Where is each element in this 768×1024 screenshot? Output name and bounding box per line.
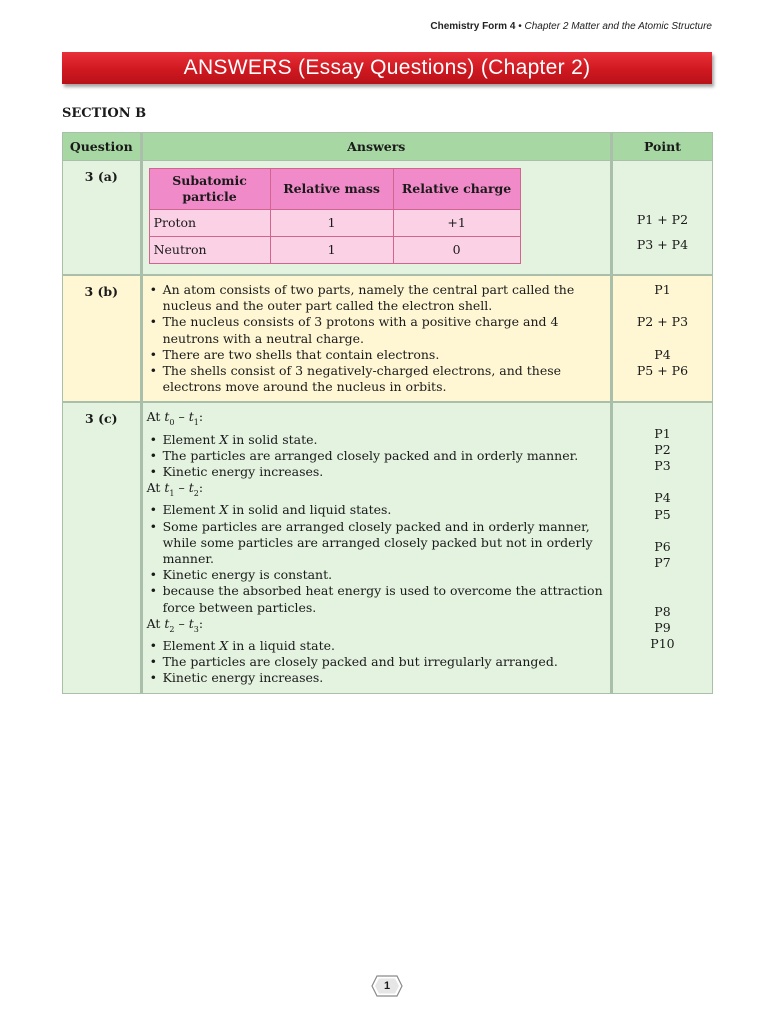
question-number: 3 (a) xyxy=(63,161,142,276)
table-row xyxy=(63,275,713,402)
answer-list xyxy=(147,502,604,615)
inner-cell: Proton xyxy=(149,210,270,237)
table-row xyxy=(63,161,713,276)
header-separator: • xyxy=(518,21,522,32)
point-value: P3 xyxy=(654,458,671,474)
answer-list xyxy=(147,638,604,687)
page-title-banner: ANSWERS (Essay Questions) (Chapter 2) xyxy=(62,52,712,84)
list-item: • Kinetic energy increases. xyxy=(147,670,604,686)
inner-row xyxy=(149,237,520,264)
time-interval-label: At $t_0 - t_1$: xyxy=(146,409,204,428)
inner-header-row xyxy=(149,169,520,210)
answer-cell xyxy=(141,161,611,276)
list-item: • The shells consist of 3 negatively-charged electrons, and these electrons move around the nucleus in orbits. xyxy=(147,363,604,395)
list-item: • The particles are arranged closely packed and in orderly manner. xyxy=(147,448,604,464)
point-value: P1 xyxy=(654,425,671,441)
point-value: P8 xyxy=(654,603,671,619)
page-number-badge xyxy=(371,975,403,997)
list-item: • Element X in solid and liquid states. xyxy=(147,502,604,518)
point-value: P2 xyxy=(654,441,671,457)
list-item: • There are two shells that contain electrons. xyxy=(147,347,604,363)
point-value: P6 xyxy=(654,539,671,554)
point-value: P1 xyxy=(654,282,671,297)
point-value: P5 xyxy=(654,506,671,522)
point-value: P5 + P6 xyxy=(636,362,689,378)
table-header-row xyxy=(63,133,713,161)
time-interval-label: At $t_2 - t_3$: xyxy=(146,615,204,634)
header-question: Question xyxy=(63,133,142,161)
page-number: 1 xyxy=(383,980,391,992)
list-item: • Element X in a liquid state. xyxy=(147,638,604,654)
answer-list xyxy=(147,282,604,395)
chapter-title: Chapter 2 Matter and the Atomic Structure xyxy=(524,21,712,32)
point-value: P1 + P2 xyxy=(636,212,689,227)
answers-table xyxy=(62,132,713,694)
header-answers: Answers xyxy=(141,133,611,161)
question-number: 3 (c) xyxy=(63,402,142,693)
list-item: • Some particles are arranged closely packed and in orderly manner, while some particles are arranged closely packed but not in orderly manner. xyxy=(147,519,604,568)
inner-cell: 1 xyxy=(270,237,393,264)
list-item: • because the absorbed heat energy is used to overcome the attraction force between particles. xyxy=(147,583,604,615)
list-item: • The particles are closely packed and but irregularly arranged. xyxy=(147,654,604,670)
point-value: P7 xyxy=(654,555,671,571)
list-item: • Kinetic energy increases. xyxy=(147,464,604,480)
point-value: P4 xyxy=(654,490,671,506)
point-value: P4 xyxy=(654,346,671,362)
inner-header: Relative mass xyxy=(270,169,393,210)
answer-list xyxy=(147,432,604,481)
inner-cell: 1 xyxy=(270,210,393,237)
question-number: 3 (b) xyxy=(63,275,142,402)
point-cell xyxy=(611,161,712,276)
list-item: • An atom consists of two parts, namely the central part called the nucleus and the outer part called the electron shell. xyxy=(147,282,604,314)
inner-cell: Neutron xyxy=(149,237,270,264)
time-interval-label: At $t_1 - t_2$: xyxy=(146,480,204,499)
list-item: • The nucleus consists of 3 protons with a positive charge and 4 neutrons with a neutral charge. xyxy=(147,314,604,346)
point-cell xyxy=(611,275,712,402)
point-value: P10 xyxy=(650,636,675,652)
inner-header: Relative charge xyxy=(393,169,520,210)
subatomic-table xyxy=(149,168,521,264)
inner-cell: +1 xyxy=(393,210,520,237)
answer-cell xyxy=(141,402,611,693)
list-item: • Element X in solid state. xyxy=(147,432,604,448)
running-header xyxy=(430,21,712,32)
inner-header: Subatomic particle xyxy=(149,169,270,210)
point-value: P9 xyxy=(654,619,671,635)
book-title: Chemistry Form 4 xyxy=(430,21,516,32)
inner-row xyxy=(149,210,520,237)
point-value: P2 + P3 xyxy=(636,314,689,330)
inner-cell: 0 xyxy=(393,237,520,264)
point-cell xyxy=(611,402,712,693)
answer-cell xyxy=(141,275,611,402)
section-heading: SECTION B xyxy=(62,106,147,121)
list-item: • Kinetic energy is constant. xyxy=(147,567,604,583)
point-value: P3 + P4 xyxy=(636,237,689,252)
table-row xyxy=(63,402,713,693)
header-point: Point xyxy=(611,133,712,161)
